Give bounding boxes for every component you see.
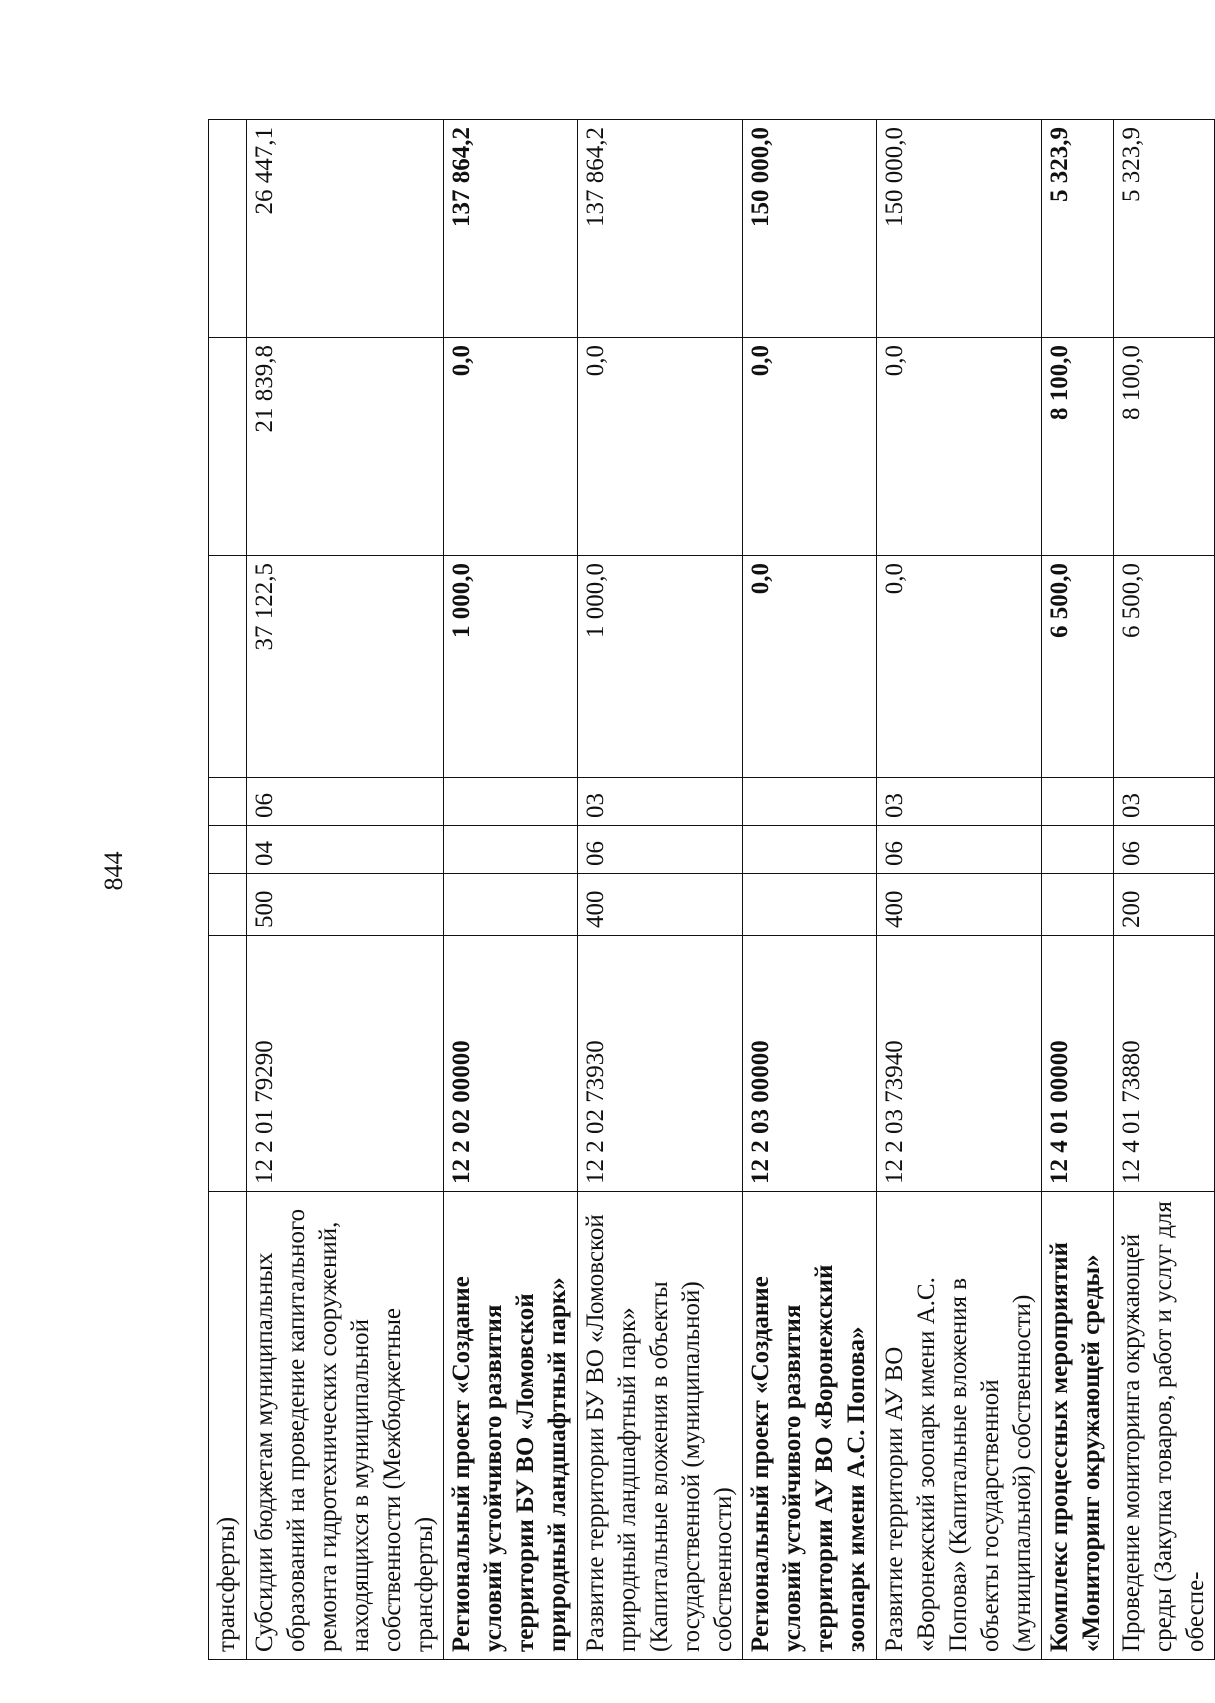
row-section-cell bbox=[209, 826, 247, 874]
row-amount-1-cell: 0,0 bbox=[877, 556, 1042, 778]
row-amount-1-cell: 0,0 bbox=[743, 556, 877, 778]
budget-table bbox=[208, 120, 1209, 1660]
row-section-cell: 04 bbox=[247, 826, 444, 874]
table-row bbox=[247, 120, 444, 1660]
row-subsection-cell: 06 bbox=[247, 778, 444, 826]
row-expense-type-cell bbox=[209, 874, 247, 936]
row-amount-3-cell: 137 864,2 bbox=[444, 120, 578, 338]
row-amount-1-cell bbox=[209, 556, 247, 778]
row-amount-2-cell: 0,0 bbox=[877, 338, 1042, 556]
row-amount-2-cell: 0,0 bbox=[743, 338, 877, 556]
row-section-cell bbox=[743, 826, 877, 874]
row-subsection-cell: 03 bbox=[1114, 778, 1215, 826]
row-expense-type-cell bbox=[743, 874, 877, 936]
row-name-cell: Региональный проект «Создание условий устойчивого развития территории АУ ВО «Воронежский зоопарк имени А.С. Попова» bbox=[743, 1192, 877, 1660]
row-amount-3-cell bbox=[209, 120, 247, 338]
row-amount-3-cell: 26 447,1 bbox=[247, 120, 444, 338]
row-name-cell: Развитие территории БУ ВО «Ломовской природный ландшафтный парк» (Капитальные вложения в объекты государственной (муниципальной) собственности) bbox=[578, 1192, 743, 1660]
row-amount-1-cell: 6 500,0 bbox=[1042, 556, 1114, 778]
row-section-cell: 06 bbox=[877, 826, 1042, 874]
row-expense-type-cell: 500 bbox=[247, 874, 444, 936]
row-subsection-cell bbox=[743, 778, 877, 826]
row-subsection-cell bbox=[1042, 778, 1114, 826]
table-row bbox=[444, 120, 578, 1660]
row-subsection-cell: 03 bbox=[578, 778, 743, 826]
table-row bbox=[877, 120, 1042, 1660]
row-name-cell: Комплекс процессных мероприятий «Мониторинг окружающей среды» bbox=[1042, 1192, 1114, 1660]
row-amount-2-cell: 0,0 bbox=[444, 338, 578, 556]
row-amount-1-cell: 1 000,0 bbox=[444, 556, 578, 778]
row-name-cell: трансферты) bbox=[209, 1192, 247, 1660]
row-section-cell: 06 bbox=[578, 826, 743, 874]
row-expense-type-cell: 400 bbox=[578, 874, 743, 936]
row-name-cell: Региональный проект «Создание условий устойчивого развития территории БУ ВО «Ломовской природный ландшафтный парк» bbox=[444, 1192, 578, 1660]
table-row bbox=[1042, 120, 1114, 1660]
row-name-cell: Развитие территории АУ ВО «Воронежский зоопарк имени А.С. Попова» (Капитальные вложения в объекты государственной (муниципальной) собственности) bbox=[877, 1192, 1042, 1660]
row-code-cell: 12 4 01 73880 bbox=[1114, 936, 1215, 1192]
table-row bbox=[578, 120, 743, 1660]
row-subsection-cell bbox=[209, 778, 247, 826]
row-code-cell: 12 4 01 00000 bbox=[1042, 936, 1114, 1192]
row-expense-type-cell bbox=[444, 874, 578, 936]
row-code-cell: 12 2 02 73930 bbox=[578, 936, 743, 1192]
row-code-cell: 12 2 02 00000 bbox=[444, 936, 578, 1192]
row-amount-3-cell: 5 323,9 bbox=[1114, 120, 1215, 338]
row-code-cell: 12 2 03 73940 bbox=[877, 936, 1042, 1192]
row-name-cell: Субсидии бюджетам муниципальных образований на проведение капитального ремонта гидротехнических сооружений, находящихся в муниципальной собственности (Межбюджетные трансферты) bbox=[247, 1192, 444, 1660]
row-amount-2-cell: 8 100,0 bbox=[1042, 338, 1114, 556]
table-row bbox=[1114, 120, 1215, 1660]
table-row bbox=[209, 120, 247, 1660]
row-amount-2-cell: 21 839,8 bbox=[247, 338, 444, 556]
row-amount-1-cell: 37 122,5 bbox=[247, 556, 444, 778]
row-amount-1-cell: 1 000,0 bbox=[578, 556, 743, 778]
row-section-cell bbox=[444, 826, 578, 874]
row-expense-type-cell bbox=[1042, 874, 1114, 936]
row-amount-2-cell: 0,0 bbox=[578, 338, 743, 556]
row-code-cell bbox=[209, 936, 247, 1192]
table-row bbox=[743, 120, 877, 1660]
row-amount-3-cell: 137 864,2 bbox=[578, 120, 743, 338]
row-subsection-cell bbox=[444, 778, 578, 826]
row-amount-3-cell: 150 000,0 bbox=[743, 120, 877, 338]
row-section-cell bbox=[1042, 826, 1114, 874]
row-code-cell: 12 2 03 00000 bbox=[743, 936, 877, 1192]
row-expense-type-cell: 200 bbox=[1114, 874, 1215, 936]
row-name-cell: Проведение мониторинга окружающей среды (Закупка товаров, работ и услуг для обеспе- bbox=[1114, 1192, 1215, 1660]
row-expense-type-cell: 400 bbox=[877, 874, 1042, 936]
row-amount-3-cell: 150 000,0 bbox=[877, 120, 1042, 338]
row-code-cell: 12 2 01 79290 bbox=[247, 936, 444, 1192]
row-amount-2-cell: 8 100,0 bbox=[1114, 338, 1215, 556]
row-amount-1-cell: 6 500,0 bbox=[1114, 556, 1215, 778]
row-subsection-cell: 03 bbox=[877, 778, 1042, 826]
page-number: 844 bbox=[99, 851, 128, 891]
row-amount-2-cell bbox=[209, 338, 247, 556]
row-amount-3-cell: 5 323,9 bbox=[1042, 120, 1114, 338]
row-section-cell: 06 bbox=[1114, 826, 1215, 874]
